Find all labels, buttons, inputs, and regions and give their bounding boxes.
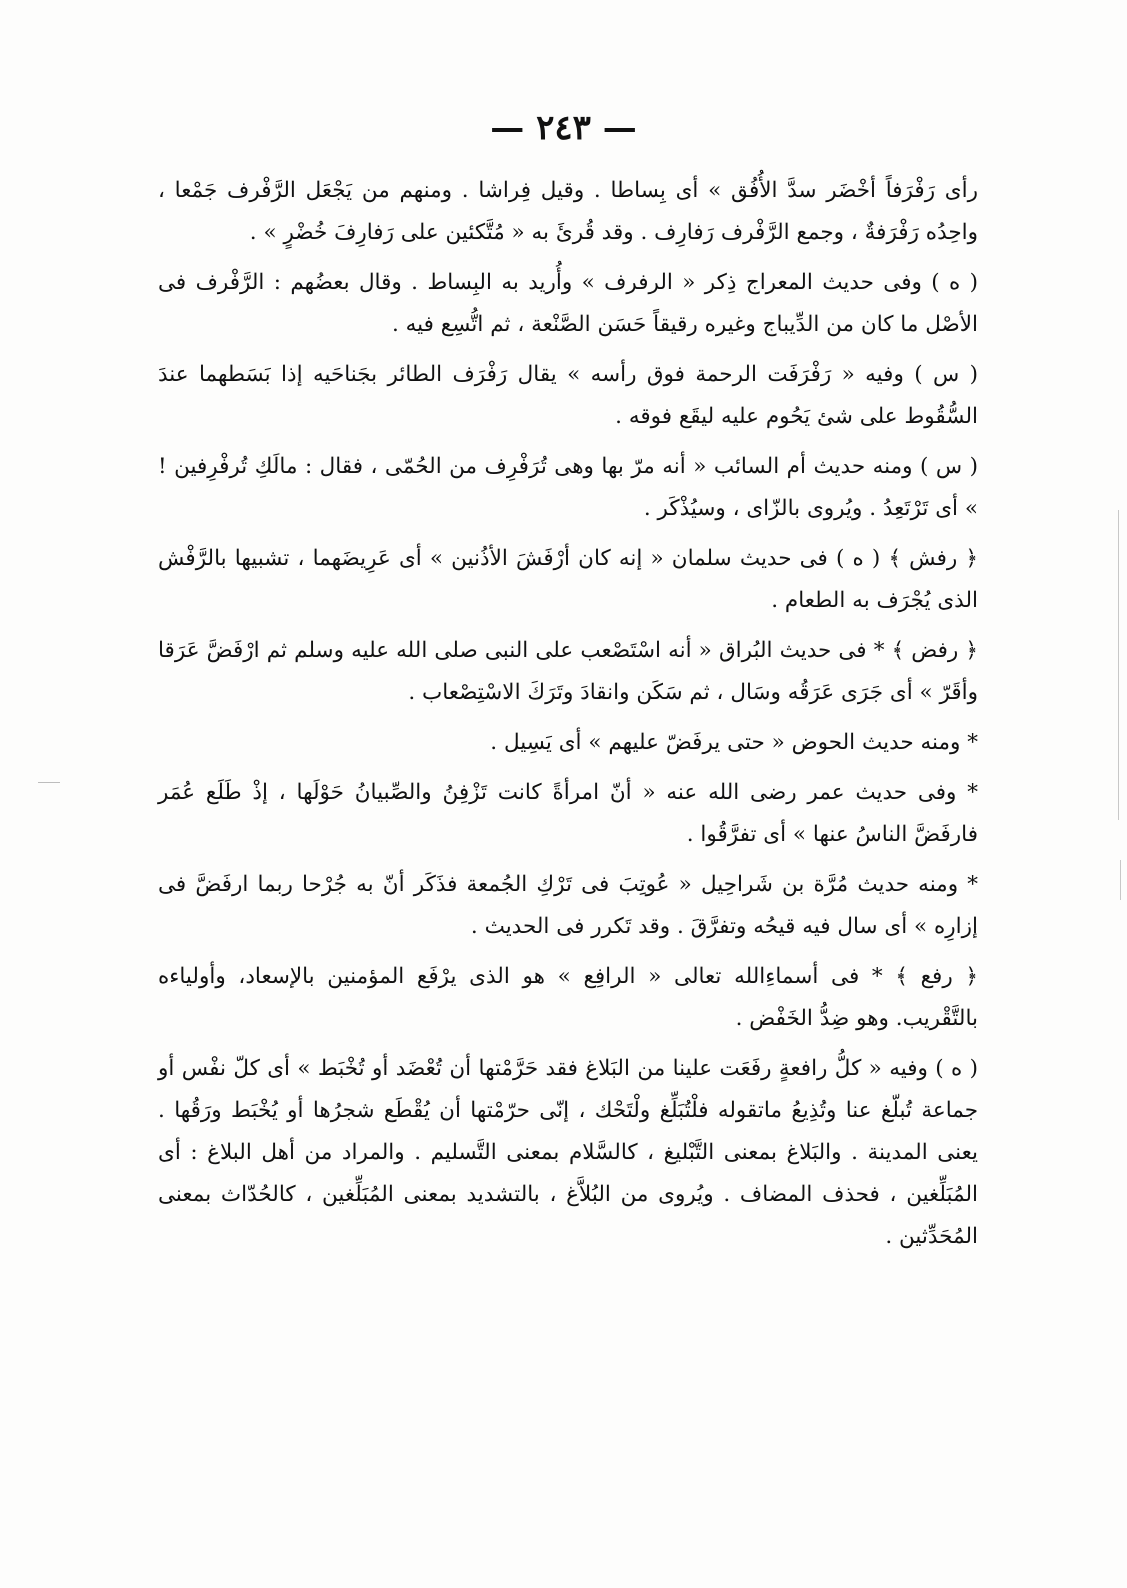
paragraph-murra-hadith: * ومنه حديث مُرَّة بن شَراحِيل « عُوتِبَ فى تَرْكِ الجُمعة فذَكَر أنّ به جُرْحا ربما ارفَضَّ فى إزارِه » أى سال فيه قيحُه وتفرَّقَ . وقد تَكرر فى الحديث . <box>158 872 978 939</box>
paragraph-balagh-hadith: ( ه ) وفيه « كلُّ رافعةٍ رفَعَت علينا من البَلاغ فقد حَرَّمْتها أن تُعْضَد أو تُخْبَط » أى كلّ نفْس أو جماعة تُبلّغ عنا وتُذِيعُ ماتقوله فلْتُبَلِّغ ولْتَحْك ، إنّى حرّمْتها أن يُقْطَع شجرُها أو يُخْبَط ورَقُها . يعنى المدينة . والبَلاغ بمعنى التَّبْليغ ، كالسَّلام بمعنى التَّسليم . والمراد من أهل البلاغ : أى المُبَلِّغين ، فحذف المضاف . ويُروى من البُلاَّغ ، بالتشديد بمعنى المُبَلِّغين ، كالحُدّاث بمعنى المُحَدِّثين . <box>158 1056 978 1249</box>
page-number: — ٢٤٣ — <box>490 108 637 148</box>
scan-edge-mark <box>38 782 60 783</box>
entry-text-block <box>158 170 978 1258</box>
paragraph-rafa-entry: ﴿ رفع ﴾ * فى أسماءِالله تعالى « الرافِع » هو الذى يرْفَع المؤمنين بالإسعاد، وأولياءه بالتَّقْريب. وهو ضِدُّ الخَفْض . <box>158 964 978 1031</box>
paragraph-hawd-hadith: * ومنه حديث الحوض « حتى يرفَضّ عليهم » أى يَسِيل . <box>490 730 978 755</box>
paragraph-miraj-hadith: ( ه ) وفى حديث المعراج ذِكر « الرفرف » وأُريد به البِساط . وقال بعضُهم : الرَّفْرف فى الأصْل ما كان من الدِّيباج وغيره رقيقاً حَسَن الصَّنْعة ، ثم اتُّسِع فيه . <box>158 270 978 337</box>
paragraph-rafraf-definition: رأى رَفْرَفاً أخْضَر سدَّ الأُفُق » أى بِساطا . وقيل فِراشا . ومنهم من يَجْعَل الرَّفْرف جَمْعا ، واحِدُه رَفْرَفةٌ ، وجمع الرَّفْرف رَفارِف . وقد قُرئَ به « مُتَّكئين على رَفارِفَ خُضْرٍ » . <box>158 178 978 245</box>
paragraph-umar-hadith: * وفى حديث عمر رضى الله عنه « أنّ امرأةً كانت تَزْفِنُ والصِّبيانُ حَوْلَها ، إذْ طَلَع عُمَر فارفَضَّ الناسُ عنها » أى تفرَّقُوا . <box>158 780 978 847</box>
binding-edge-line <box>1118 510 1119 820</box>
paragraph-rahma-hadith: ( س ) وفيه « رَفْرَفَت الرحمة فوق رأسه » يقال رَفْرَف الطائر بجَناحَيه إذا بَسَطهما عندَ السُّقُوط على شئ يَحُوم عليه ليقَع فوقه . <box>158 362 978 429</box>
paragraph-rafd-entry: ﴿ رفض ﴾ * فى حديث البُراق « أنه اسْتَصْعب على النبى صلى الله عليه وسلم ثم ارْفَضَّ عَرَقا وأقَرّ » أى جَرَى عَرَقُه وسَال ، ثم سَكَن وانقادَ وتَرَكَ الاسْتِصْعاب . <box>158 638 978 705</box>
paragraph-umm-saib-hadith: ( س ) ومنه حديث أم السائب « أنه مرّ بها وهى تُرَفْرِف من الحُمّى ، فقال : مالَكِ تُرفْرِفين ! » أى تَرْتَعِدُ . ويُروى بالزّاى ، وسيُذْكَر . <box>158 454 978 521</box>
binding-edge-line-lower <box>1120 860 1121 900</box>
paragraph-rafsh-entry: ﴿ رفش ﴾ ( ه ) فى حديث سلمان « إنه كان أرْفَشَ الأذُنين » أى عَرِيضَهما ، تشبيها بالرَّفْش الذى يُجْرَف به الطعام . <box>158 546 978 613</box>
